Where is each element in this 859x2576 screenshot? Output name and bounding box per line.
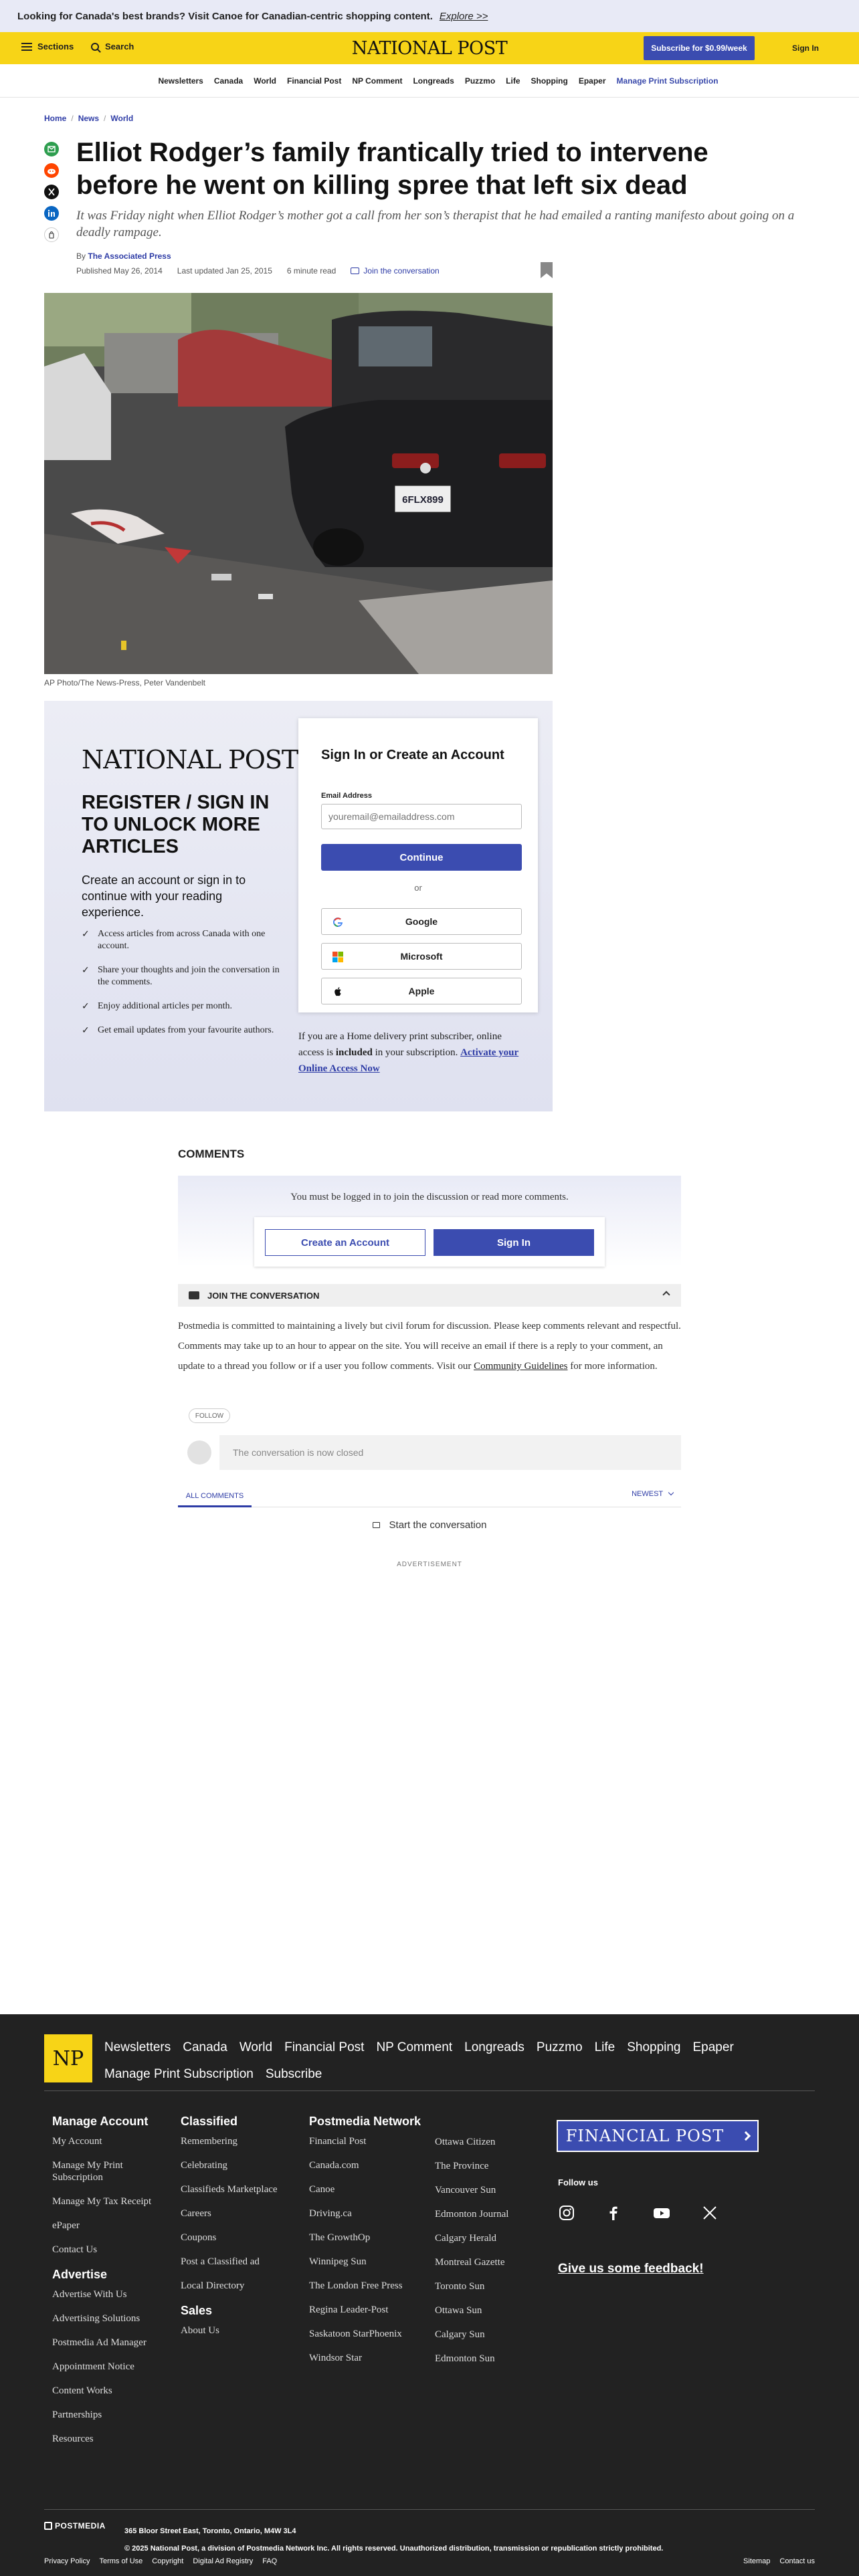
benefit-item: ✓ Get email updates from your favourite authors. [82,1025,282,1037]
join-conversation-title: JOIN THE CONVERSATION [207,1290,320,1301]
footer-link[interactable]: Canoe [309,2184,335,2195]
benefit-item: ✓ Access articles from across Canada with one account. [82,928,282,952]
footer-link[interactable]: Contact Us [52,2244,98,2255]
advertisement-label: ADVERTISEMENT [397,1561,462,1568]
comments-heading: COMMENTS [178,1148,245,1160]
nav-puzzmo[interactable]: Puzzmo [464,76,496,86]
footer-nav-item[interactable]: Shopping [627,2040,681,2054]
footer-link[interactable]: Postmedia Ad Manager [52,2337,147,2348]
footer-link[interactable]: Canada.com [309,2160,359,2171]
join-conversation-link[interactable] [351,266,439,276]
register-logo: NATIONAL POST [82,745,298,774]
footer-link[interactable]: Remembering [181,2136,237,2147]
footer-link[interactable]: The GrowthOp [309,2232,371,2243]
sign-in-link[interactable]: Sign In [792,43,819,53]
footer-heading: Classified [181,2115,238,2128]
breadcrumb-home[interactable]: Home [44,114,67,123]
microsoft-icon [332,952,343,962]
footer-link[interactable]: Calgary Sun [435,2329,485,2340]
reddit-share-icon[interactable] [44,163,59,178]
avatar [187,1440,211,1465]
chevron-up-icon [662,1291,670,1298]
footer-link[interactable]: Classifieds Marketplace [181,2184,278,2195]
youtube-icon[interactable] [653,2204,670,2222]
chevron-down-icon [668,1490,674,1495]
copyright-link[interactable]: Copyright [152,2557,184,2565]
byline-by: By [76,251,86,261]
join-conversation-header[interactable] [178,1284,681,1307]
license-plate-text: 6FLX899 [402,494,444,506]
comment-closed-row [178,1435,681,1470]
footer-link[interactable]: Manage My Print Subscription [52,2160,123,2183]
search-label: Search [105,41,134,51]
footer-link[interactable]: Vancouver Sun [435,2185,496,2195]
article-photo [44,293,553,674]
sort-newest-dropdown[interactable] [632,1490,673,1498]
footer-heading: Manage Account [52,2115,149,2128]
footer-link[interactable]: ePaper [52,2220,80,2231]
chat-icon [189,1291,199,1299]
footer-heading: Sales [181,2304,213,2317]
footer-nav-item[interactable]: Financial Post [284,2040,365,2054]
footer-link[interactable]: Regina Leader-Post [309,2304,389,2315]
byline [76,251,171,261]
feedback-link[interactable]: Give us some feedback! [558,2262,704,2276]
footer-link[interactable]: Advertise With Us [52,2289,127,2300]
footer-link[interactable]: About Us [181,2325,219,2336]
footer-link[interactable]: Edmonton Sun [435,2353,495,2364]
photo-caption: AP Photo/The News-Press, Peter Vandenbelt [44,678,206,687]
or-divider: or [414,883,422,893]
apple-sign-in-button[interactable] [321,978,522,1004]
x-icon[interactable] [701,2204,719,2222]
footer-nav-item[interactable]: Subscribe [265,2067,322,2081]
nav-life[interactable]: Life [506,76,520,86]
footer-nav-item[interactable]: Life [594,2040,615,2054]
comments-policy-end: for more information. [567,1361,658,1372]
apple-label: Apple [408,986,435,996]
benefit-item: ✓ Share your thoughts and join the conversation in the comments. [82,964,282,988]
footer-link[interactable]: Content Works [52,2385,112,2396]
footer-nav-item[interactable]: Manage Print Subscription [104,2067,254,2081]
postmedia-icon [44,2522,52,2530]
linkedin-share-icon[interactable] [44,206,59,221]
footer-link[interactable]: Local Directory [181,2280,245,2291]
continue-button[interactable]: Continue [321,844,522,871]
comments-policy-text: Postmedia is committed to maintaining a lively but civil forum for discussion. Please keep comments relevant and respectful. Comments may take up to an hour to appear on the site. You will receive an email if there is a reply to your comment, an update to a thread you follow or if a user you follow comments. Visit our [178,1321,681,1372]
footer-link[interactable]: Saskatoon StarPhoenix [309,2329,402,2339]
instagram-icon[interactable] [558,2204,575,2222]
footer-divider [44,2090,815,2091]
article-title: Elliot Rodger’s family frantically tried to intervene before he went on killing spree that left six dead [76,138,708,200]
contact-us-link[interactable]: Contact us [779,2557,815,2565]
create-account-button[interactable]: Create an Account [265,1229,425,1256]
breadcrumb-world[interactable]: World [110,114,134,123]
terms-of-use-link[interactable]: Terms of Use [99,2557,143,2565]
breadcrumb: Home / News / World [44,114,134,123]
footer-link[interactable]: Celebrating [181,2160,227,2171]
footer-link[interactable]: Resources [52,2434,94,2444]
footer-link[interactable]: Appointment Notice [52,2361,134,2372]
activate-online-access-link[interactable]: Activate your Online Access Now [298,1047,519,1074]
copyright-text: © 2025 National Post, a division of Postmedia Network Inc. All rights reserved. Unauthorized distribution, transmission or republication strictly prohibited. [124,2545,664,2553]
sign-in-card [298,718,538,1012]
start-conversation-label: Start the conversation [389,1519,487,1531]
footer-link[interactable]: Manage My Tax Receipt [52,2196,152,2207]
email-field[interactable] [321,804,522,829]
community-guidelines-link[interactable]: Community Guidelines [474,1361,568,1372]
register-benefits [82,928,282,1049]
footer-link[interactable]: Coupons [181,2232,217,2243]
footer-nav-item[interactable]: Puzzmo [536,2040,583,2054]
financial-post-button[interactable] [557,2120,759,2152]
digital-ad-registry-link[interactable]: Digital Ad Registry [193,2557,254,2565]
footer-logo[interactable]: NP [44,2034,92,2082]
print-subscriber-note [298,1029,526,1077]
main-nav [0,64,859,98]
address-text: 365 Bloor Street East, Toronto, Ontario, M4W 3L4 [124,2527,296,2535]
promo-explore-link[interactable]: Explore >> [439,10,488,22]
nav-shopping[interactable]: Shopping [531,76,568,86]
footer-address [124,2523,663,2557]
footer-nav-item[interactable]: NP Comment [376,2040,453,2054]
footer-link[interactable]: Ottawa Citizen [435,2137,496,2147]
footer-nav-item[interactable]: Newsletters [104,2040,171,2054]
nav-epaper[interactable]: Epaper [578,76,606,86]
promo-banner [0,0,859,32]
email-share-icon[interactable] [44,142,59,156]
register-heading: REGISTER / SIGN IN TO UNLOCK MORE ARTICLES [82,792,270,857]
faq-link[interactable]: FAQ [262,2557,278,2565]
footer-nav-item[interactable]: Canada [183,2040,227,2054]
comment-icon [373,1522,380,1528]
footer-col-classified [181,2115,301,2349]
link-share-icon[interactable] [44,227,59,242]
footer-link[interactable]: Montreal Gazette [435,2257,505,2268]
footer-link[interactable]: Financial Post [309,2136,367,2147]
footer-link[interactable]: Ottawa Sun [435,2305,482,2316]
footer-nav-item[interactable]: Epaper [692,2040,734,2054]
comments-login-box [178,1176,681,1267]
benefit-item: ✓ Enjoy additional articles per month. [82,1000,282,1012]
nav-longreads[interactable]: Longreads [413,76,454,86]
footer-link[interactable]: Advertising Solutions [52,2313,140,2324]
footer-nav-item[interactable]: Longreads [464,2040,524,2054]
print-note-text-2: in your subscription. [372,1047,461,1058]
footer-divider [44,2509,815,2510]
nav-np-comment[interactable]: NP Comment [352,76,403,86]
footer-link[interactable]: Partnerships [52,2409,102,2420]
privacy-policy-link[interactable]: Privacy Policy [44,2557,90,2565]
read-time: 6 minute read [286,266,337,276]
comments-sign-in-button[interactable]: Sign In [434,1229,594,1256]
footer-link[interactable]: Winnipeg Sun [309,2256,367,2267]
footer-nav [104,2034,747,2088]
footer-col-manage [52,2115,166,2457]
promo-text: Looking for Canada's best brands? Visit Canoe for Canadian-centric shopping content. [17,10,433,22]
article-deck: It was Friday night when Elliot Rodger’s mother got a call from her son’s therapist that he had emailed a ranting manifesto about going on a deadly rampage. [76,209,795,239]
footer-legal-links [44,2557,277,2565]
footer-heading: Postmedia Network [309,2115,421,2128]
subscribe-button[interactable]: Subscribe for $0.99/week [644,36,755,60]
chevron-right-icon [741,2131,751,2141]
footer-link[interactable]: The Province [435,2161,489,2171]
footer-link[interactable]: Driving.ca [309,2208,352,2219]
updated-date: Last updated Jan 25, 2015 [177,266,272,276]
register-paywall [44,701,553,1111]
follow-button[interactable]: FOLLOW [189,1408,230,1423]
sitemap-link[interactable]: Sitemap [743,2557,771,2565]
tab-all-comments[interactable]: ALL COMMENTS [178,1489,252,1507]
comment-tabs [178,1489,681,1507]
footer-link[interactable]: Calgary Herald [435,2233,497,2244]
article-meta [76,266,440,276]
sort-newest-label: NEWEST [632,1490,663,1498]
apple-icon [332,986,343,997]
register-subtext: Create an account or sign in to continue with your reading experience. [82,873,246,919]
google-icon [332,917,343,928]
sign-in-card-title: Sign In or Create an Account [321,748,504,762]
site-footer [0,2014,859,2576]
start-conversation[interactable] [178,1519,681,1531]
print-note-included: included [335,1047,373,1058]
financial-post-label: FINANCIAL POST [565,2127,725,2145]
nav-newsletters[interactable]: Newsletters [158,76,203,86]
follow-us-label: Follow us [558,2177,598,2187]
footer-link[interactable]: Windsor Star [309,2353,362,2363]
footer-link[interactable]: Toronto Sun [435,2281,485,2292]
footer-link[interactable]: The London Free Press [309,2280,403,2291]
breadcrumb-news[interactable]: News [78,114,100,123]
conversation-closed-field: The conversation is now closed [219,1435,681,1470]
google-label: Google [405,916,438,927]
microsoft-label: Microsoft [400,951,443,962]
facebook-icon[interactable] [605,2204,622,2222]
footer-link[interactable]: My Account [52,2136,102,2147]
join-conversation-label: Join the conversation [363,266,440,276]
nav-manage-print[interactable]: Manage Print Subscription [616,76,719,86]
nav-financial-post[interactable]: Financial Post [286,76,342,86]
published-date: Published May 26, 2014 [76,266,163,276]
footer-link[interactable]: Careers [181,2208,211,2219]
comments-auth-buttons [254,1217,605,1267]
comments-policy [178,1316,681,1376]
sections-label: Sections [37,41,74,51]
google-sign-in-button[interactable] [321,908,522,935]
x-share-icon[interactable] [44,185,59,199]
nav-world[interactable]: World [254,76,276,86]
footer-heading: Advertise [52,2268,108,2281]
postmedia-logo[interactable] [44,2521,106,2531]
footer-col-network-2 [435,2136,542,2377]
footer-link[interactable]: Edmonton Journal [435,2209,509,2220]
footer-link[interactable]: Post a Classified ad [181,2256,260,2267]
footer-nav-item[interactable]: World [239,2040,273,2054]
microsoft-sign-in-button[interactable] [321,943,522,970]
email-label: Email Address [321,792,373,800]
footer-right-links [743,2557,815,2565]
top-bar [0,32,859,64]
comments-login-message: You must be logged in to join the discussion or read more comments. [290,1192,569,1202]
bookmark-icon[interactable] [541,262,553,278]
nav-canada[interactable]: Canada [213,76,244,86]
comment-icon [351,267,359,274]
author-link[interactable]: The Associated Press [88,251,171,261]
print-note-text: If you are a Home delivery print subscriber, online access is [298,1031,502,1058]
site-logo[interactable]: NATIONAL POST [351,38,508,59]
postmedia-label: POSTMEDIA [55,2521,106,2531]
footer-col-network [309,2115,430,2376]
